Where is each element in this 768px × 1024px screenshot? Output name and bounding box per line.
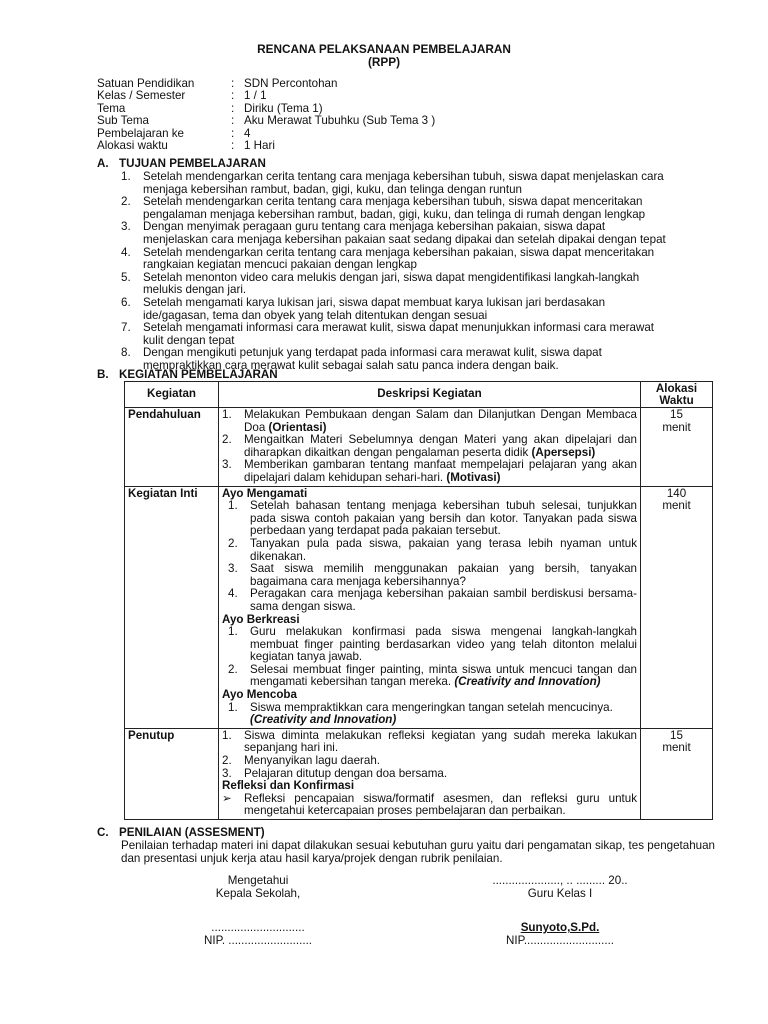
goals-list: [121, 171, 715, 373]
signature-role: Guru Kelas I: [527, 886, 593, 900]
list-item: 2. Mengaitkan Materi Sebelumnya dengan Materi yang akan dipelajari dan diharapkan dikaitkan dengan pengalaman peserta didik (Apersepsi): [222, 433, 637, 459]
list-item: 2. Tanyakan pula pada siswa, pakaian yang terasa lebih nyaman untuk dikenakan.: [228, 536, 637, 563]
row-time: 140 menit: [641, 486, 713, 728]
goal-item: 8. Dengan mengikuti petunjuk yang terdapat pada informasi cara merawat kulit, siswa dapat mempraktikkan cara merawat kulit sebagai salah satu panca indera dengan baik.: [121, 346, 602, 372]
subheading-berkreasi: Ayo Berkreasi: [222, 612, 300, 626]
goal-item: 6. Setelah mengamati karya lukisan jari, siswa dapat membuat karya lukisan jari berdasakan ide/gagasan, tema dan obyek yang telah ditentukan dengan sesuai: [121, 295, 606, 322]
list-item: 3. Saat siswa memilih menggunakan pakaian yang bersih, tanyakan bagaimana cara menjaga kebersihannya?: [228, 562, 637, 588]
info-row: Tema : Diriku (Tema 1): [97, 101, 323, 115]
info-key: Alokasi waktu: [97, 138, 168, 152]
subheading-mencoba: Ayo Mencoba: [222, 688, 297, 702]
signature-right-name: Sunyoto,S.Pd.: [520, 921, 600, 935]
table-row-penutup: [125, 728, 713, 819]
subheading-refleksi: Refleksi dan Konfirmasi: [222, 779, 355, 793]
list-item: 3. Pelajaran ditutup dengan doa bersama.: [222, 766, 448, 780]
list-item: 1. Setelah bahasan tentang menjaga kebersihan tubuh selesai, tunjukkan pada siswa contoh pakaian yang bersih dan kotor. Tanyakan pada siswa perbedaan yang terdapat pada pakaian tersebut.: [228, 499, 637, 538]
section-c-heading: C. PENILAIAN (ASSESMENT): [97, 826, 265, 839]
info-value: Diriku (Tema 1): [244, 101, 323, 115]
signature-right: [460, 875, 660, 947]
goal-item: 4. Setelah mendengarkan cerita tentang cara menjaga kebersihan pakaian, siswa dapat menceritakan rangkaian kegiatan mencuci pakaian dengan lengkap: [121, 245, 655, 272]
row-label: Penutup: [125, 728, 219, 819]
row-time: 15 menit: [641, 408, 713, 487]
section-a-heading: A. TUJUAN PEMBELAJARAN: [97, 157, 266, 170]
info-value: 1 Hari: [244, 138, 275, 152]
goal-item: 7. Setelah mengamati informasi cara merawat kulit, siswa dapat menunjukkan informasi cara merawat kulit dengan tepat: [121, 321, 654, 347]
section-b-heading: B. KEGIATAN PEMBELAJARAN: [97, 368, 278, 381]
info-row: Alokasi waktu : 1 Hari: [97, 138, 275, 152]
row-label: Kegiatan Inti: [125, 486, 219, 728]
list-item: 2. Menyanyikan lagu daerah.: [222, 754, 380, 768]
list-item: 1. Guru melakukan konfirmasi pada siswa mengenai langkah-langkah membuat finger painting berdasarkan video yang telah ditonton melalui kegiatan tanya jawab.: [228, 625, 637, 664]
list-item: 1. Melakukan Pembukaan dengan Salam dan Dilanjutkan Dengan Membaca Doa (Orientasi): [222, 408, 637, 434]
document-title: RENCANA PELAKSANAAN PEMBELAJARAN: [257, 42, 511, 56]
table-header-row: [125, 382, 713, 408]
signature-left: [168, 875, 348, 947]
arrow-bullet-icon: ➢: [222, 791, 232, 805]
identity-block: [97, 78, 435, 152]
info-row: Satuan Pendidikan : SDN Percontohan: [97, 77, 338, 90]
table-row-inti: [125, 486, 713, 728]
list-item: 2. Selesai membuat finger painting, minta siswa untuk mencuci tangan dan mengamati kebersihan tangan mereka. (Creativity and Innovation): [228, 662, 637, 689]
info-value: SDN Percontohan: [244, 77, 338, 90]
info-row: Kelas / Semester : 1 / 1: [97, 89, 267, 103]
signature-left-line1: Mengetahui: [227, 874, 289, 887]
signature-left-nip: NIP. ..........................: [203, 933, 313, 947]
info-key: Sub Tema: [97, 114, 149, 128]
info-key: Pembelajaran ke: [97, 126, 185, 140]
info-value: Aku Merawat Tubuhku (Sub Tema 3 ): [244, 114, 436, 128]
list-item: 1. Siswa diminta melakukan refleksi kegiatan yang sudah mereka lakukan sepanjang hari ini.: [222, 728, 637, 755]
info-key: Tema: [97, 101, 126, 115]
header-alokasi: Alokasi Waktu: [641, 382, 713, 408]
info-row: Pembelajaran ke : 4: [97, 126, 251, 140]
info-value: 1 / 1: [244, 89, 267, 103]
signature-left-name: .............................: [211, 921, 305, 935]
info-row: Sub Tema : Aku Merawat Tubuhku (Sub Tema 3 ): [97, 114, 436, 128]
goal-item: 5. Setelah menonton video cara melukis dengan jari, siswa dapat mengidentifikasi langkah-langkah melukis dengan jari.: [121, 270, 640, 297]
list-item: 4. Peragakan cara menjaga kebersihan pakaian sambil berdiskusi bersama-sama dengan siswa.: [228, 587, 637, 613]
table-row-pendahuluan: [125, 408, 713, 487]
goal-item: 3. Dengan menyimak peragaan guru tentang cara menjaga kebersihan pakaian, siswa dapat menjelaskan cara menjaga kebersihan pakaian saat sedang dipakai dan setelah dipakai dengan tepat: [121, 220, 666, 246]
list-item: ➢ Refleksi pencapaian siswa/formatif asesmen, dan refleksi guru untuk mengetahui ketercapaian proses pembelajaran dan perbaikan.: [222, 791, 637, 818]
list-item: 3. Memberikan gambaran tentang manfaat mempelajari pelajaran yang akan dipelajari dalam kehidupan sehari-hari. (Motivasi): [222, 458, 637, 484]
info-key: Kelas / Semester: [97, 89, 186, 103]
row-label: Pendahuluan: [125, 408, 219, 487]
subheading-mengamati: Ayo Mengamati: [222, 486, 308, 500]
header-deskripsi: Deskripsi Kegiatan: [219, 382, 641, 408]
goal-item: 1. Setelah mendengarkan cerita tentang cara menjaga kebersihan tubuh, siswa dapat menjelaskan cara menjaga kebersihan rambut, badan, gigi, kuku, dan telinga dengan runtun: [121, 170, 664, 196]
signature-date: ....................., .. ......... 20..: [492, 874, 628, 887]
assessment-text: Penilaian terhadap materi ini dapat dilakukan sesuai kebutuhan guru yaitu dari pengamatan sikap, tes pengetahuan dan presentasi unjuk kerja atau hasil karya/projek dengan rubrik penilaian.: [121, 839, 715, 865]
row-description: [219, 486, 641, 728]
document-subtitle: (RPP): [367, 55, 401, 69]
row-description: [219, 408, 641, 487]
signature-left-line2: Kepala Sekolah,: [215, 886, 301, 900]
activity-table: [124, 381, 713, 820]
goal-item: 2. Setelah mendengarkan cerita tentang cara menjaga kebersihan tubuh, siswa dapat menceritakan pengalaman menjaga kebersihan rambut, badan, gigi, kuku, dan telinga di rumah dengan lengkap: [121, 195, 646, 221]
row-description: [219, 728, 641, 819]
header-kegiatan: Kegiatan: [125, 382, 219, 408]
list-item: 1. Siswa mempraktikkan cara mengeringkan tangan setelah mencucinya. (Creativity and Innovation): [228, 700, 613, 727]
row-time: 15 menit: [641, 728, 713, 819]
signature-right-nip: NIP............................: [505, 933, 615, 947]
info-key: Satuan Pendidikan: [97, 77, 195, 90]
info-value: 4: [244, 126, 251, 140]
